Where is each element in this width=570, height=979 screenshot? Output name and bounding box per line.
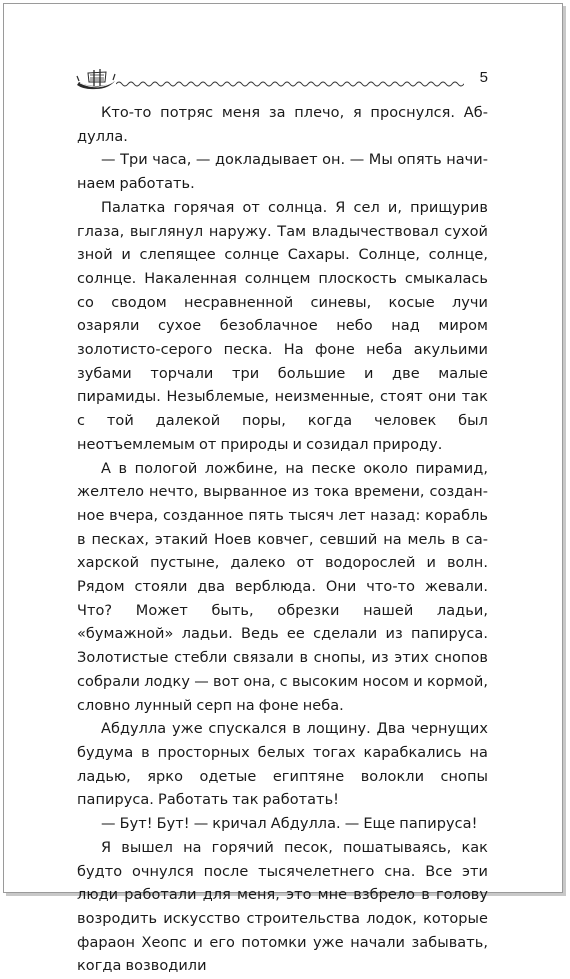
- page-number: 5: [479, 69, 488, 86]
- reed-boat-icon: [76, 67, 116, 91]
- paragraph: А в пологой ложбине, на песке около пирамид, желтело нечто, вырванное из тока времени, созданное вчера, созданное пять тысяч лет назад: корабль в песках, этакий Ноев ковчег, севший на мель в сахарской пустыне, далеко от водорослей и волн. Рядом стояли два верблюда. Они что-то жевали. Что? Может быть, обрезки нашей ладьи, «бумажной» ладьи. Ведь ее сделали из папируса. Золотистые стебли связали в снопы, из этих снопов собрали лодку — вот она, с высоким носом и кормой, словно лунный серп на фоне неба.: [77, 460, 488, 714]
- paragraph: Абдулла уже спускался в лощину. Два чернущих будума в просторных белых тогах карабкались на ладью, ярко одетые египтяне волокли снопы папируса. Работать так работать!: [77, 721, 488, 809]
- paragraph: Палатка горячая от солнца. Я сел и, прищурив глаза, выглянул наружу. Там владычествовал сухой зной и слепящее солнце Сахары. Солнце, солнце, солнце. Накаленная солнцем плоскость смыкалась со сводом несравненной синевы, косые лучи озаряли сухое безоблачное небо над миром золотисто-серого песка. На фоне неба акульими зубами торчали три большие и две малые пирамиды. Незыблемые, неизменные, стоят они так с той далекой поры, когда человек был неотъемлемым от природы и созидал природу.: [77, 199, 488, 453]
- wavy-line-icon: [116, 77, 464, 87]
- paragraph: — Три часа, — докладывает он. — Мы опять начинаем работать.: [77, 152, 488, 193]
- running-header: [76, 67, 488, 93]
- paragraph: — Бут! Бут! — кричал Абдулла. — Еще папируса!: [101, 816, 478, 833]
- paragraph: Кто-то потряс меня за плечо, я проснулся. Абдулла.: [77, 105, 488, 145]
- body-text: [77, 102, 488, 979]
- book-page: [3, 3, 563, 975]
- paragraph: Я вышел на горячий песок, пошатываясь, как будто очнулся после тысячелетнего сна. Все эти люди работали для меня, это мне взбрело в голову возродить искусство строительства лодок, которые фараон Хеопс и его потомки уже начали забывать, когда возводили: [77, 839, 488, 975]
